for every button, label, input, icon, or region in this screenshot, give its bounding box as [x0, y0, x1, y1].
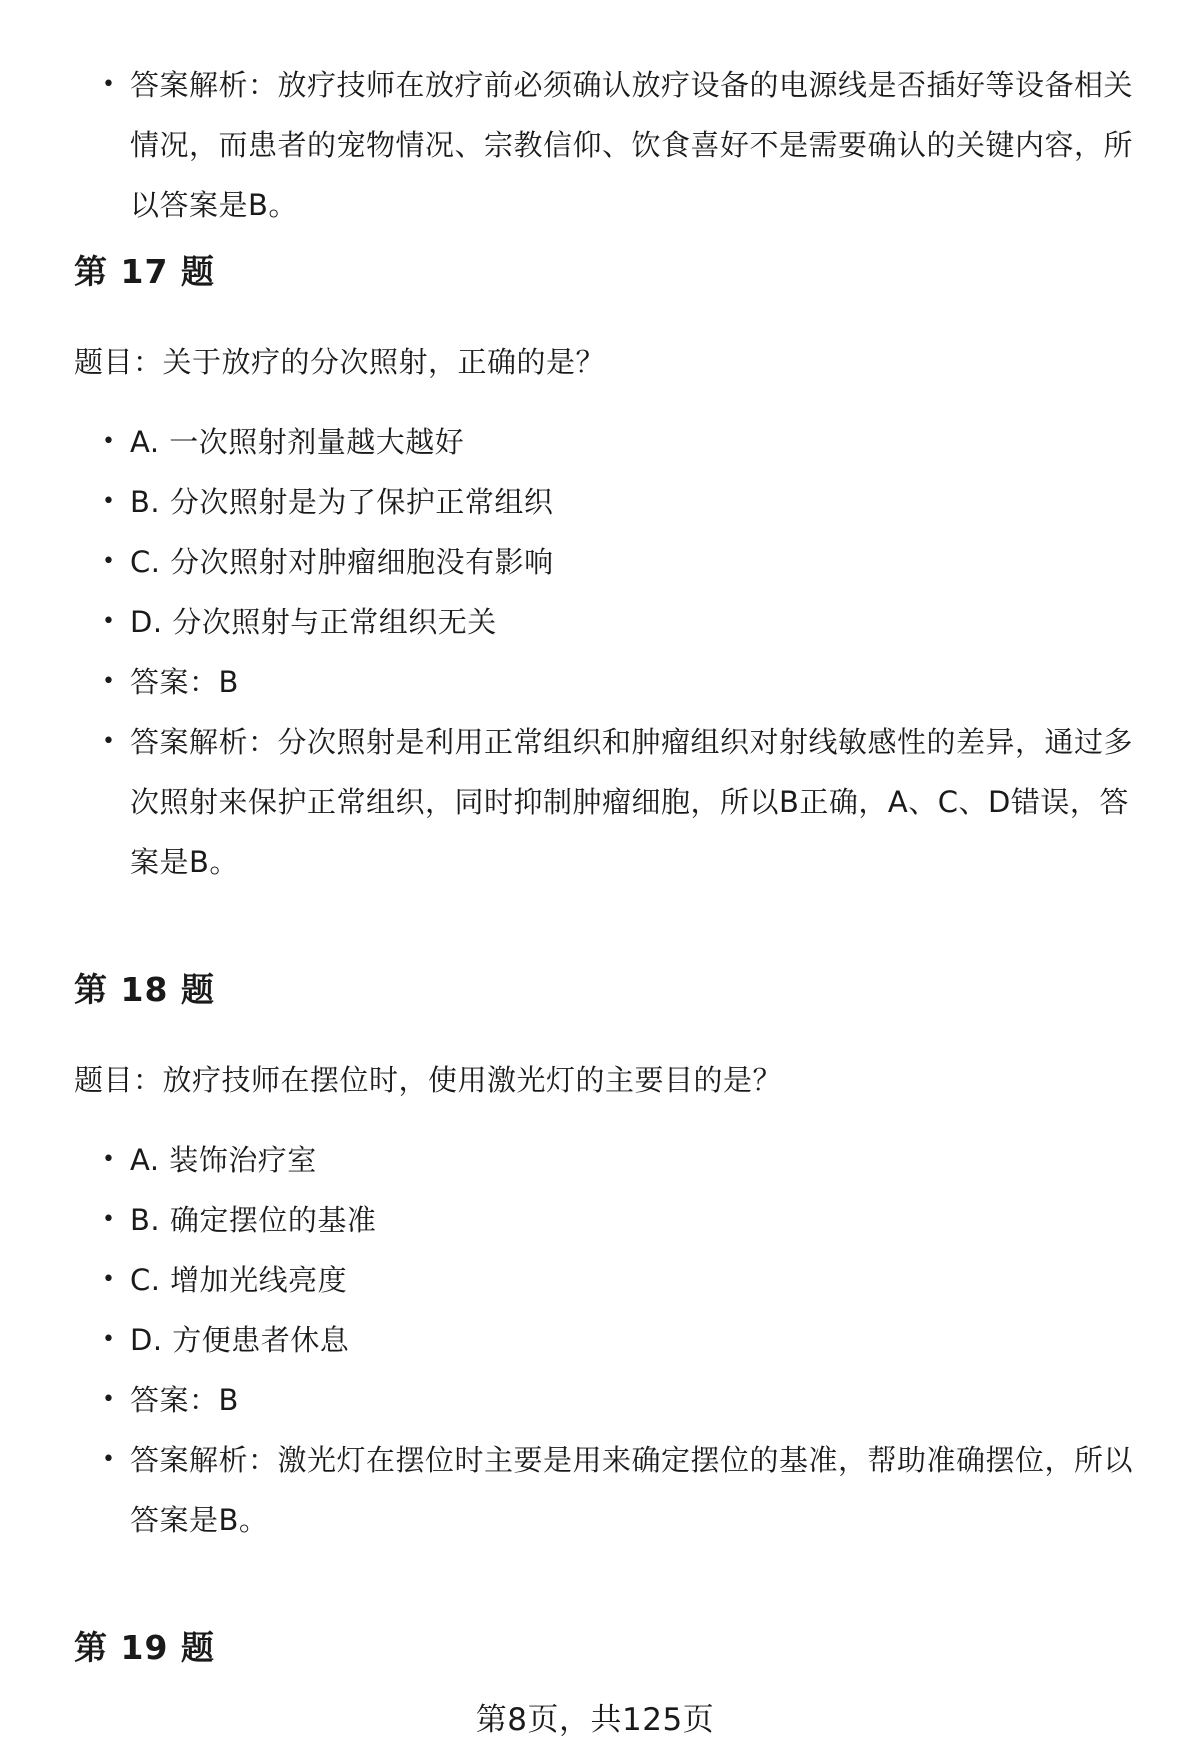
- question-18-heading: 第 18 题: [74, 970, 215, 1009]
- question-17-heading: 第 17 题: [74, 252, 215, 291]
- answer-item: [0, 652, 1190, 712]
- bullet-icon: •: [102, 489, 116, 514]
- option-text: A. 一次照射剂量越大越好: [130, 425, 465, 459]
- question-17-list: [0, 412, 1190, 892]
- answer-text: 答案：B: [130, 665, 239, 699]
- option-item: [0, 1250, 1190, 1310]
- answer-text: 答案：B: [130, 1383, 239, 1417]
- option-text: A. 装饰治疗室: [130, 1143, 317, 1177]
- bullet-icon: •: [102, 1447, 116, 1472]
- option-item: [0, 1310, 1190, 1370]
- bullet-icon: •: [102, 1387, 116, 1412]
- option-text: B. 确定摆位的基准: [130, 1203, 377, 1237]
- option-item: [0, 1130, 1190, 1190]
- prev-explanation-item: [0, 55, 1190, 235]
- bullet-icon: •: [102, 669, 116, 694]
- bullet-icon: •: [102, 1147, 116, 1172]
- option-text: D. 分次照射与正常组织无关: [130, 605, 497, 639]
- explanation-item: [0, 1430, 1190, 1550]
- option-item: [0, 412, 1190, 472]
- option-item: [0, 532, 1190, 592]
- bullet-icon: •: [102, 1207, 116, 1232]
- explanation-text: 答案解析：分次照射是利用正常组织和肿瘤组织对射线敏感性的差异，通过多次照射来保护正常组织，同时抑制肿瘤细胞，所以B正确，A、C、D错误，答案是B。: [130, 725, 1134, 879]
- bullet-icon: •: [102, 729, 116, 754]
- question-17-text: 题目：关于放疗的分次照射，正确的是？: [74, 345, 606, 379]
- question-18-text: 题目：放疗技师在摆位时，使用激光灯的主要目的是？: [74, 1063, 783, 1097]
- option-text: D. 方便患者休息: [130, 1323, 350, 1357]
- bullet-icon: •: [102, 72, 116, 97]
- option-text: B. 分次照射是为了保护正常组织: [130, 485, 554, 519]
- question-19-heading: 第 19 题: [74, 1628, 215, 1667]
- explanation-text: 答案解析：激光灯在摆位时主要是用来确定摆位的基准，帮助准确摆位，所以答案是B。: [130, 1443, 1134, 1537]
- page-number-footer: 第8页，共125页: [475, 1702, 715, 1738]
- option-text: C. 分次照射对肿瘤细胞没有影响: [130, 545, 554, 579]
- question-18-list: [0, 1130, 1190, 1550]
- option-item: [0, 1190, 1190, 1250]
- option-text: C. 增加光线亮度: [130, 1263, 348, 1297]
- bullet-icon: •: [102, 609, 116, 634]
- bullet-icon: •: [102, 1267, 116, 1292]
- answer-item: [0, 1370, 1190, 1430]
- option-item: [0, 592, 1190, 652]
- explanation-item: [0, 712, 1190, 892]
- bullet-icon: •: [102, 549, 116, 574]
- prev-question-list: [0, 55, 1190, 235]
- prev-explanation-text: 答案解析：放疗技师在放疗前必须确认放疗设备的电源线是否插好等设备相关情况，而患者的宠物情况、宗教信仰、饮食喜好不是需要确认的关键内容，所以答案是B。: [130, 68, 1134, 222]
- option-item: [0, 472, 1190, 532]
- bullet-icon: •: [102, 429, 116, 454]
- bullet-icon: •: [102, 1327, 116, 1352]
